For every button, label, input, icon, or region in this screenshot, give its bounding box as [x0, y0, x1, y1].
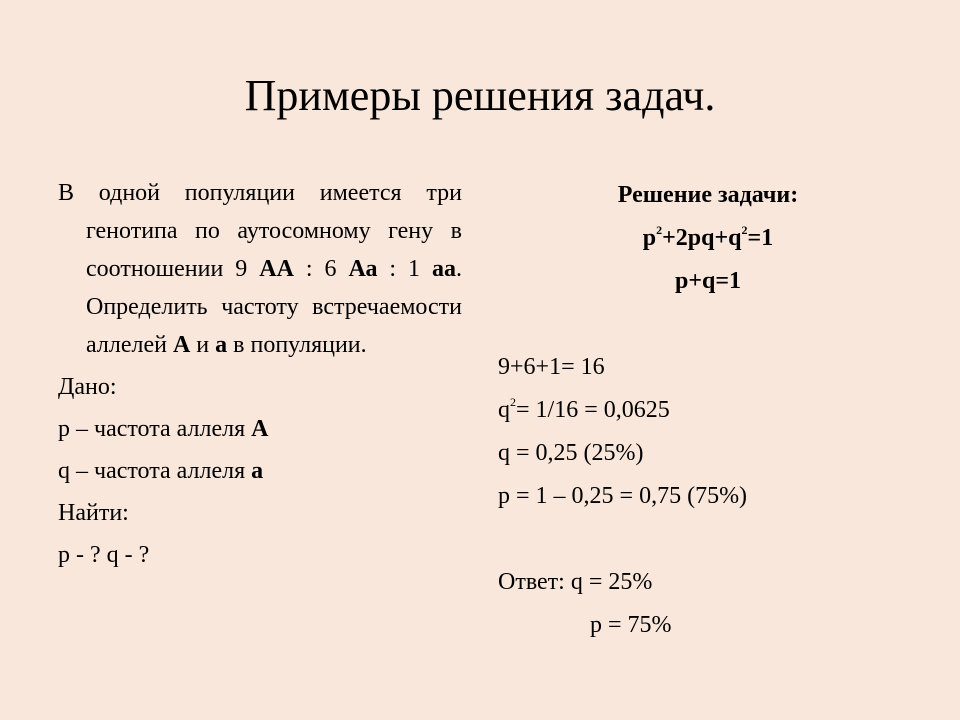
- task-text-part: : 1: [377, 256, 432, 282]
- given-p-allele: А: [251, 416, 269, 442]
- answer-p: p = 75%: [590, 612, 672, 638]
- solution-heading: Решение задачи:: [617, 182, 799, 208]
- find-text: p - ? q - ?: [58, 542, 150, 568]
- given-q-allele: а: [251, 458, 264, 484]
- task-text-part: : 6: [293, 256, 349, 282]
- given-label: Дано:: [58, 374, 117, 400]
- step-total: 9+6+1= 16: [498, 354, 605, 380]
- spacer: [498, 518, 918, 561]
- genotype-AA: АА: [259, 256, 294, 282]
- genotype-Aa: Аа: [348, 256, 378, 282]
- task-text-part: В одной популяции имеется три генотипа по аутосомному гену в соотношении 9: [58, 180, 462, 282]
- problem-column: [58, 174, 462, 574]
- allele-a: а: [215, 332, 228, 358]
- step-q-squared: [498, 389, 918, 432]
- formula-superscript: 2: [741, 223, 748, 237]
- step-q: q = 0,25 (25%): [498, 440, 644, 466]
- step-part: = 1/16 = 0,0625: [516, 397, 670, 423]
- answer-q: Ответ: q = 25%: [498, 569, 653, 595]
- formula-part: p: [642, 225, 657, 251]
- formula-hardy-weinberg: [498, 217, 918, 260]
- spacer: [498, 303, 918, 346]
- step-p: p = 1 – 0,25 = 0,75 (75%): [498, 483, 748, 509]
- solution-column: [498, 174, 918, 647]
- task-text-part: в популяции.: [227, 332, 367, 358]
- step-part: q: [498, 397, 510, 423]
- task-text: [58, 174, 462, 364]
- formula-superscript: 2: [656, 223, 663, 237]
- given-q-text: q – частота аллеля: [58, 458, 252, 484]
- given-p-text: p – частота аллеля: [58, 416, 252, 442]
- formula-sum: p+q=1: [674, 268, 742, 294]
- step-superscript: 2: [510, 395, 516, 409]
- formula-part: +2pq+q: [662, 225, 742, 251]
- genotype-aa: аа: [432, 256, 456, 282]
- page-title: Примеры решения задач.: [244, 71, 716, 120]
- find-label: Найти:: [58, 500, 129, 526]
- given-q: [58, 452, 462, 490]
- allele-A: А: [172, 332, 191, 358]
- formula-part: =1: [747, 225, 774, 251]
- task-text-part: и: [190, 332, 216, 358]
- task-text-part: . Определить частоту встречаемости аллелей: [86, 256, 462, 358]
- given-p: [58, 410, 462, 448]
